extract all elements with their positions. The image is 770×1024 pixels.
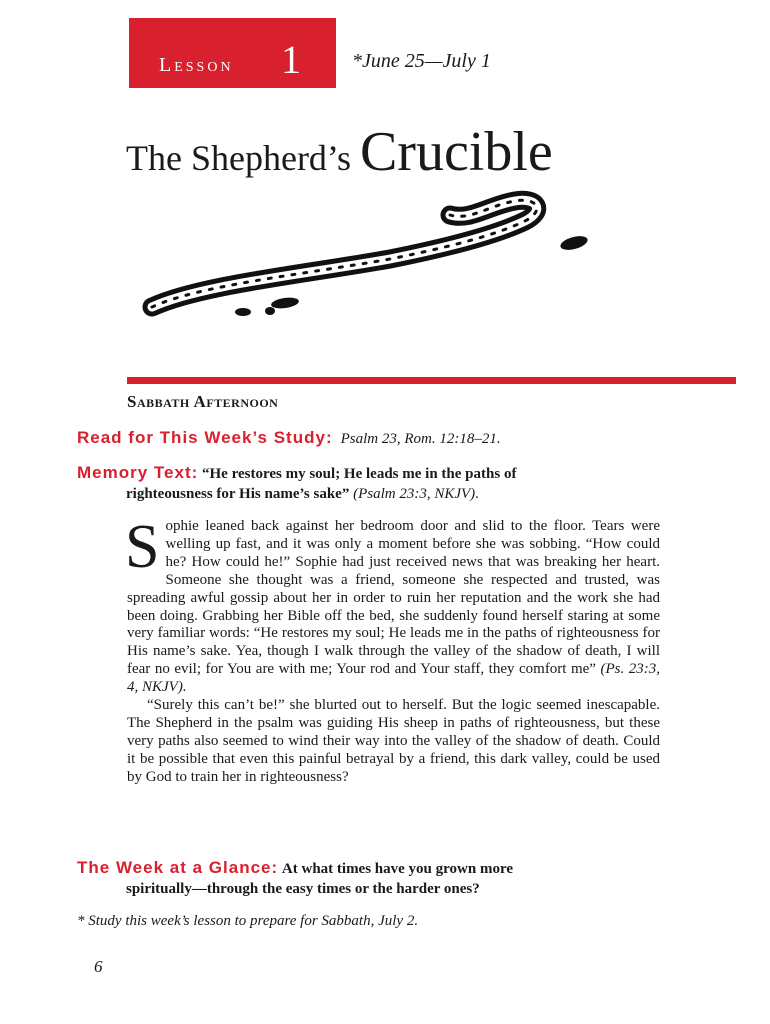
story-body xyxy=(125,513,660,787)
memory-text-line-1: “He restores my soul; He leads me in the paths of xyxy=(202,466,517,482)
title-part-2: Crucible xyxy=(359,121,553,183)
memory-label: Memory Text: xyxy=(77,463,199,482)
drop-cap: S xyxy=(125,513,160,581)
story-paragraph-1-ref: (Ps. 23:3, 4, NKJV). xyxy=(127,661,660,696)
day-heading: Sabbath Afternoon xyxy=(127,392,279,411)
crook-drawing xyxy=(140,185,600,335)
memory-text-block xyxy=(77,463,662,504)
shepherds-crook-icon xyxy=(140,185,600,340)
lesson-badge xyxy=(129,18,336,88)
read-label: Read for This Week’s Study: xyxy=(77,428,333,447)
lesson-number: 1 xyxy=(281,37,301,82)
page-title xyxy=(126,120,553,184)
memory-text-line-2: righteousness for His name’s sake” xyxy=(126,486,350,502)
story-paragraph-1-text: ophie leaned back against her bedroom door and slid to the floor. Tears were welling up fast, and it was only a moment before she was sobbing. “How could he? How could he!” Sophie had just received news that was breaking her heart. Someone she thought was a friend, someone she respected and trusted, was spreading awful gossip about her in order to ruin her reputation and the work she had been doing. Grabbing her Bible off the bed, she suddenly found herself staring at some very familiar words: “He restores my soul; He leads me in the paths of righteousness for His name’s sake. Yea, though I walk through the valley of the shadow of death, I will fear no evil; for You are with me; Your rod and Your staff, they comfort me” xyxy=(127,518,660,678)
glance-question-line-1: At what times have you grown more xyxy=(281,861,513,877)
memory-end: . xyxy=(475,486,479,502)
memory-reference: (Psalm 23:3, NKJV) xyxy=(353,486,476,502)
read-refs: Psalm 23, Rom. 12:18–21. xyxy=(340,431,501,447)
glance-label: The Week at a Glance: xyxy=(77,858,279,877)
footnote: * Study this week’s lesson to prepare for Sabbath, July 2. xyxy=(77,913,419,929)
glance-question-line-2: spiritually—through the easy times or the harder ones? xyxy=(126,881,480,897)
read-for-study xyxy=(77,428,501,448)
section-divider xyxy=(127,377,736,384)
week-at-a-glance xyxy=(77,858,667,899)
date-range: *June 25—July 1 xyxy=(352,50,491,72)
story-paragraph-2: “Surely this can’t be!” she blurted out to herself. But the logic seemed inescapable. The Shepherd in the psalm was guiding His sheep in paths of righteousness, but these very paths also seemed to wind their way into the valley of the shadow of death. Could it be possible that even this painful betrayal by a friend, this dark valley, could be used by God to train her in righteousness? xyxy=(127,697,660,785)
lesson-label: Lesson xyxy=(159,54,234,76)
story-paragraph xyxy=(125,513,660,697)
page-number: 6 xyxy=(94,957,103,976)
title-part-1: The Shepherd’s xyxy=(126,138,360,178)
